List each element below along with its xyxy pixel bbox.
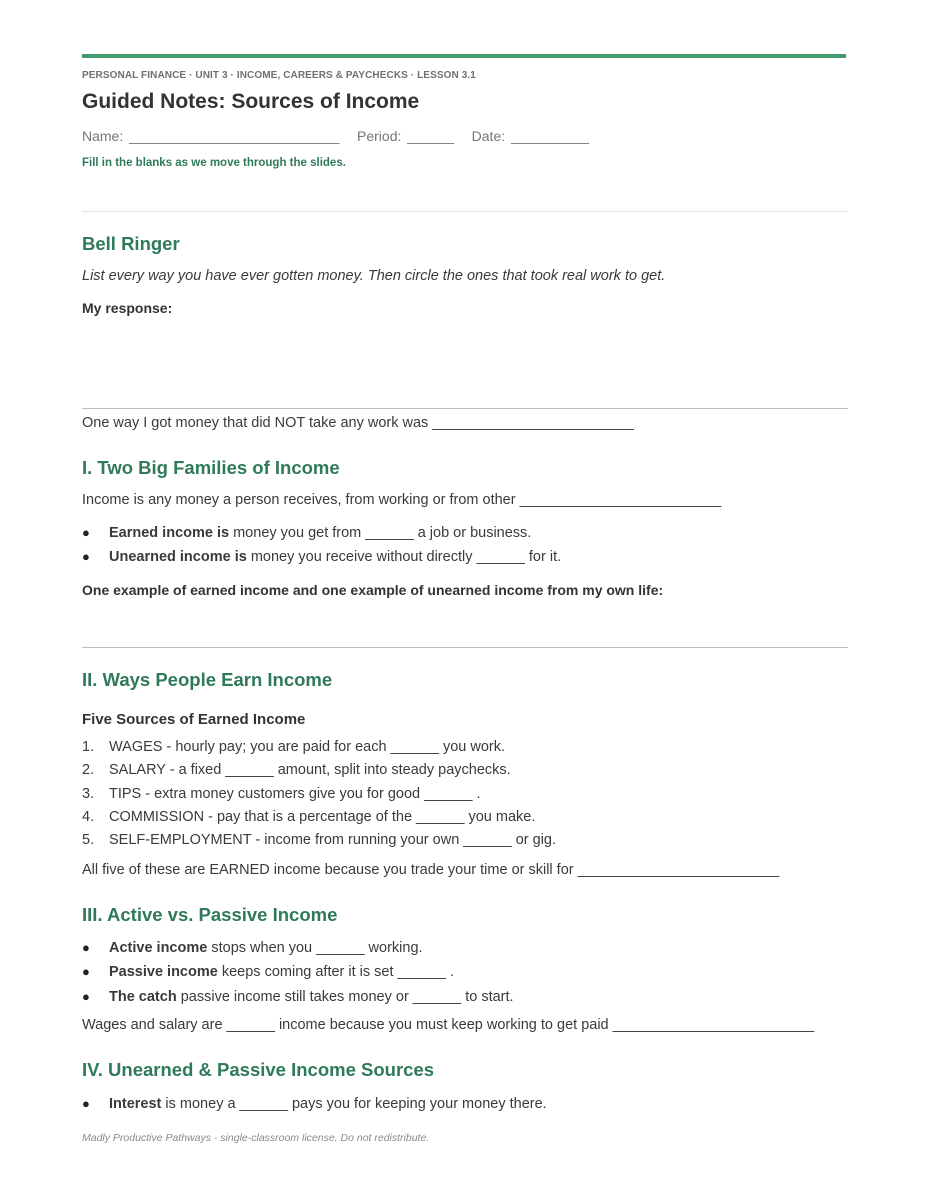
worksheet-page [82, 0, 848, 1200]
term-definition: stops when you ______ working. [207, 940, 423, 956]
section2-summary: All five of these are EARNED income because you trade your time or skill for _________________________ [82, 862, 780, 878]
term-label: The catch [109, 989, 177, 1005]
bullet-icon: ● [82, 964, 90, 979]
response-label: My response: [82, 300, 173, 316]
term-label: Interest [109, 1096, 162, 1112]
page-title: Guided Notes: Sources of Income [82, 90, 420, 113]
bullet-icon: ● [82, 989, 90, 1004]
item-number: 2. [82, 762, 95, 778]
term-definition: keeps coming after it is set ______ . [217, 964, 454, 980]
term-label: Passive income [109, 964, 218, 980]
section3-heading: III. Active vs. Passive Income [82, 904, 338, 925]
student-info-line: Name: ___________________________ Period: ______ Date: __________ [82, 128, 589, 144]
item-number: 4. [82, 809, 95, 825]
bullet-icon: ● [82, 549, 90, 564]
response-divider [82, 408, 848, 409]
term-definition: money you receive without directly ______ for it. [246, 549, 562, 565]
term-label: Active income [109, 940, 208, 956]
bell-ringer-heading: Bell Ringer [82, 233, 180, 254]
footer-license: Madly Productive Pathways - single-classroom license. Do not redistribute. [82, 1132, 430, 1144]
bullet-icon: ● [82, 940, 90, 955]
course-kicker: PERSONAL FINANCE · UNIT 3 · INCOME, CAREERS & PAYCHECKS · LESSON 3.1 [82, 70, 476, 81]
bullet-icon: ● [82, 1096, 90, 1111]
section1-prompt: One example of earned income and one example of unearned income from my own life: [82, 582, 664, 598]
bell-ringer-followup: One way I got money that did NOT take any work was _________________________ [82, 415, 634, 431]
item-text: SALARY - a fixed ______ amount, split into steady paychecks. [109, 762, 511, 778]
item-text: TIPS - extra money customers give you for good ______ . [109, 786, 481, 802]
item-text: WAGES - hourly pay; you are paid for each ______ you work. [109, 739, 506, 755]
item-number: 3. [82, 786, 95, 802]
item-text: COMMISSION - pay that is a percentage of the ______ you make. [109, 809, 536, 825]
term-definition: passive income still takes money or ______ to start. [176, 989, 514, 1005]
section4-heading: IV. Unearned & Passive Income Sources [82, 1059, 435, 1080]
section2-heading: II. Ways People Earn Income [82, 669, 333, 690]
section1-intro: Income is any money a person receives, from working or from other _________________________ [82, 492, 722, 508]
top-accent-bar [82, 54, 846, 58]
term-label: Unearned income is [109, 549, 247, 565]
item-text: SELF-EMPLOYMENT - income from running your own ______ or gig. [109, 832, 557, 848]
section1-divider [82, 647, 848, 648]
bullet-icon: ● [82, 525, 90, 540]
bell-ringer-prompt: List every way you have ever gotten money. Then circle the ones that took real work to get. [82, 268, 666, 284]
term-definition: is money a ______ pays you for keeping your money there. [161, 1096, 547, 1112]
instructions: Fill in the blanks as we move through the slides. [82, 157, 346, 169]
section2-subheading: Five Sources of Earned Income [82, 711, 306, 728]
term-definition: money you get from ______ a job or business. [229, 525, 532, 541]
item-number: 5. [82, 832, 95, 848]
section3-summary: Wages and salary are ______ income because you must keep working to get paid _________________________ [82, 1017, 815, 1033]
term-label: Earned income is [109, 525, 230, 541]
item-number: 1. [82, 739, 95, 755]
section1-heading: I. Two Big Families of Income [82, 457, 340, 478]
header-divider [82, 211, 848, 212]
